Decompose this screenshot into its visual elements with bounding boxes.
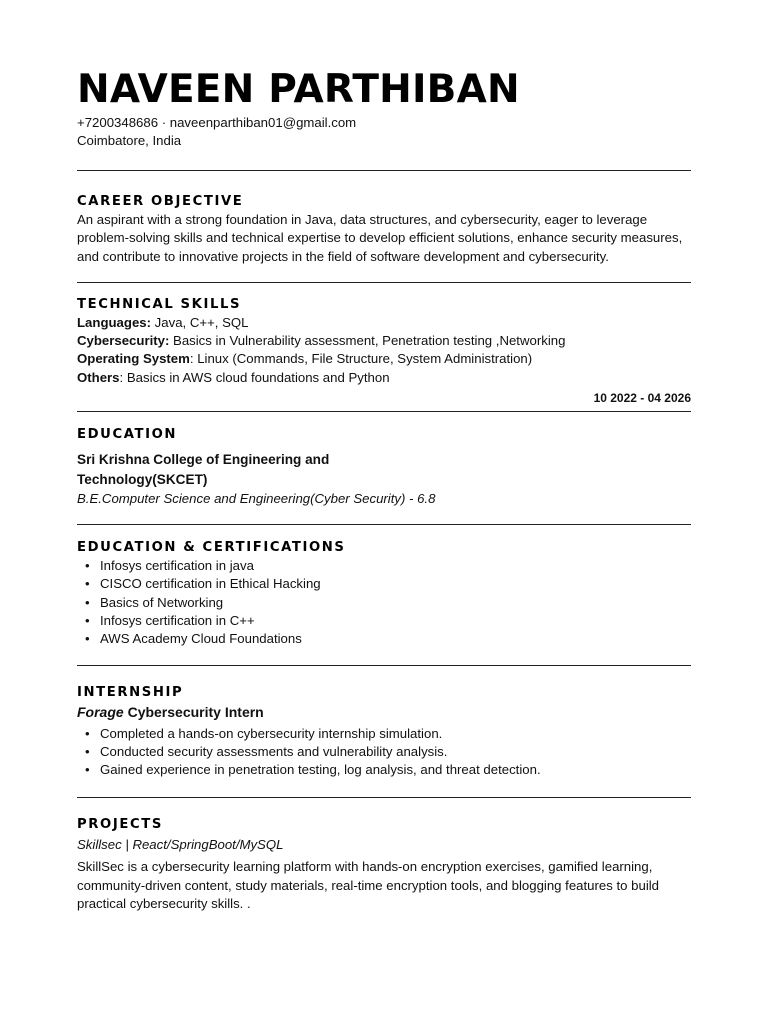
section-title: TECHNICAL SKILLS (77, 296, 242, 312)
section-title: EDUCATION & CERTIFICATIONS (77, 540, 346, 556)
objective-text: An aspirant with a strong foundation in Java, data structures, and cybersecurity, eager to leverage problem-solving skills and technical expertise to develop efficient solutions, enhance security measures, and contribute to innovative projects in the field of software development and cybersecurity. (77, 212, 683, 264)
skill-row-operating-system (77, 350, 691, 368)
internship-role: Cybersecurity Intern (123, 703, 264, 720)
project-title: Skillsec | React/SpringBoot/MySQL (77, 837, 284, 853)
list-item: • Gained experience in penetration testing, log analysis, and threat detection. (77, 761, 691, 779)
list-item: • Completed a hands-on cybersecurity internship simulation. (77, 725, 691, 743)
contact-line: +7200348686 · naveenparthiban01@gmail.com (77, 115, 357, 130)
skill-label: Operating System (77, 351, 190, 367)
certifications-section (77, 539, 691, 648)
divider (77, 170, 691, 171)
divider (77, 524, 691, 525)
technical-skills-section (77, 296, 691, 406)
skill-row-cybersecurity (77, 332, 691, 350)
skill-value: : Linux (Commands, File Structure, System Administration) (189, 351, 533, 367)
education-section (77, 426, 691, 508)
degree: B.E.Computer Science and Engineering(Cyber Security) - 6.8 (77, 491, 436, 507)
list-item: • Infosys certification in java (77, 557, 691, 575)
divider (77, 411, 691, 412)
internship-section (77, 684, 691, 780)
project-description: SkillSec is a cybersecurity learning platform with hands-on encryption exercises, gamified learning, community-driven content, study materials, real-time encryption tools, and blogging features to build practical cybersecurity skills. . (77, 859, 660, 912)
career-objective-section (77, 193, 691, 266)
certification-list (77, 557, 691, 648)
internship-company: Forage (77, 703, 124, 720)
skill-label: Languages: (77, 314, 152, 330)
skill-value: Java, C++, SQL (151, 314, 249, 330)
list-item: • Infosys certification in C++ (77, 612, 691, 630)
resume-header (77, 66, 691, 150)
list-item: • AWS Academy Cloud Foundations (77, 630, 691, 648)
internship-list (77, 725, 691, 780)
institution-name-cont: Technology(SKCET) (77, 472, 208, 488)
list-item: • CISCO certification in Ethical Hacking (77, 575, 691, 593)
section-title: PROJECTS (77, 817, 163, 833)
divider (77, 282, 691, 283)
section-title: INTERNSHIP (77, 684, 184, 700)
skill-label: Others (77, 369, 120, 385)
skill-value: Basics in Vulnerability assessment, Penetration testing ,Networking (169, 333, 566, 349)
skill-label: Cybersecurity: (77, 333, 170, 349)
skill-value: : Basics in AWS cloud foundations and Python (119, 369, 390, 385)
candidate-name: NAVEEN PARTHIBAN (77, 67, 520, 112)
skill-row-others (77, 369, 691, 387)
divider (77, 797, 691, 798)
projects-section (77, 816, 691, 913)
list-item: • Conducted security assessments and vulnerability analysis. (77, 743, 691, 761)
section-title: CAREER OBJECTIVE (77, 194, 244, 209)
skill-row-languages (77, 314, 691, 332)
internship-title (77, 702, 691, 722)
institution-name: Sri Krishna College of Engineering and (77, 452, 330, 468)
education-date-range: 10 2022 - 04 2026 (593, 391, 691, 406)
section-title: EDUCATION (77, 427, 178, 443)
location: Coimbatore, India (77, 133, 182, 148)
list-item: • Basics of Networking (77, 594, 691, 612)
divider (77, 665, 691, 666)
